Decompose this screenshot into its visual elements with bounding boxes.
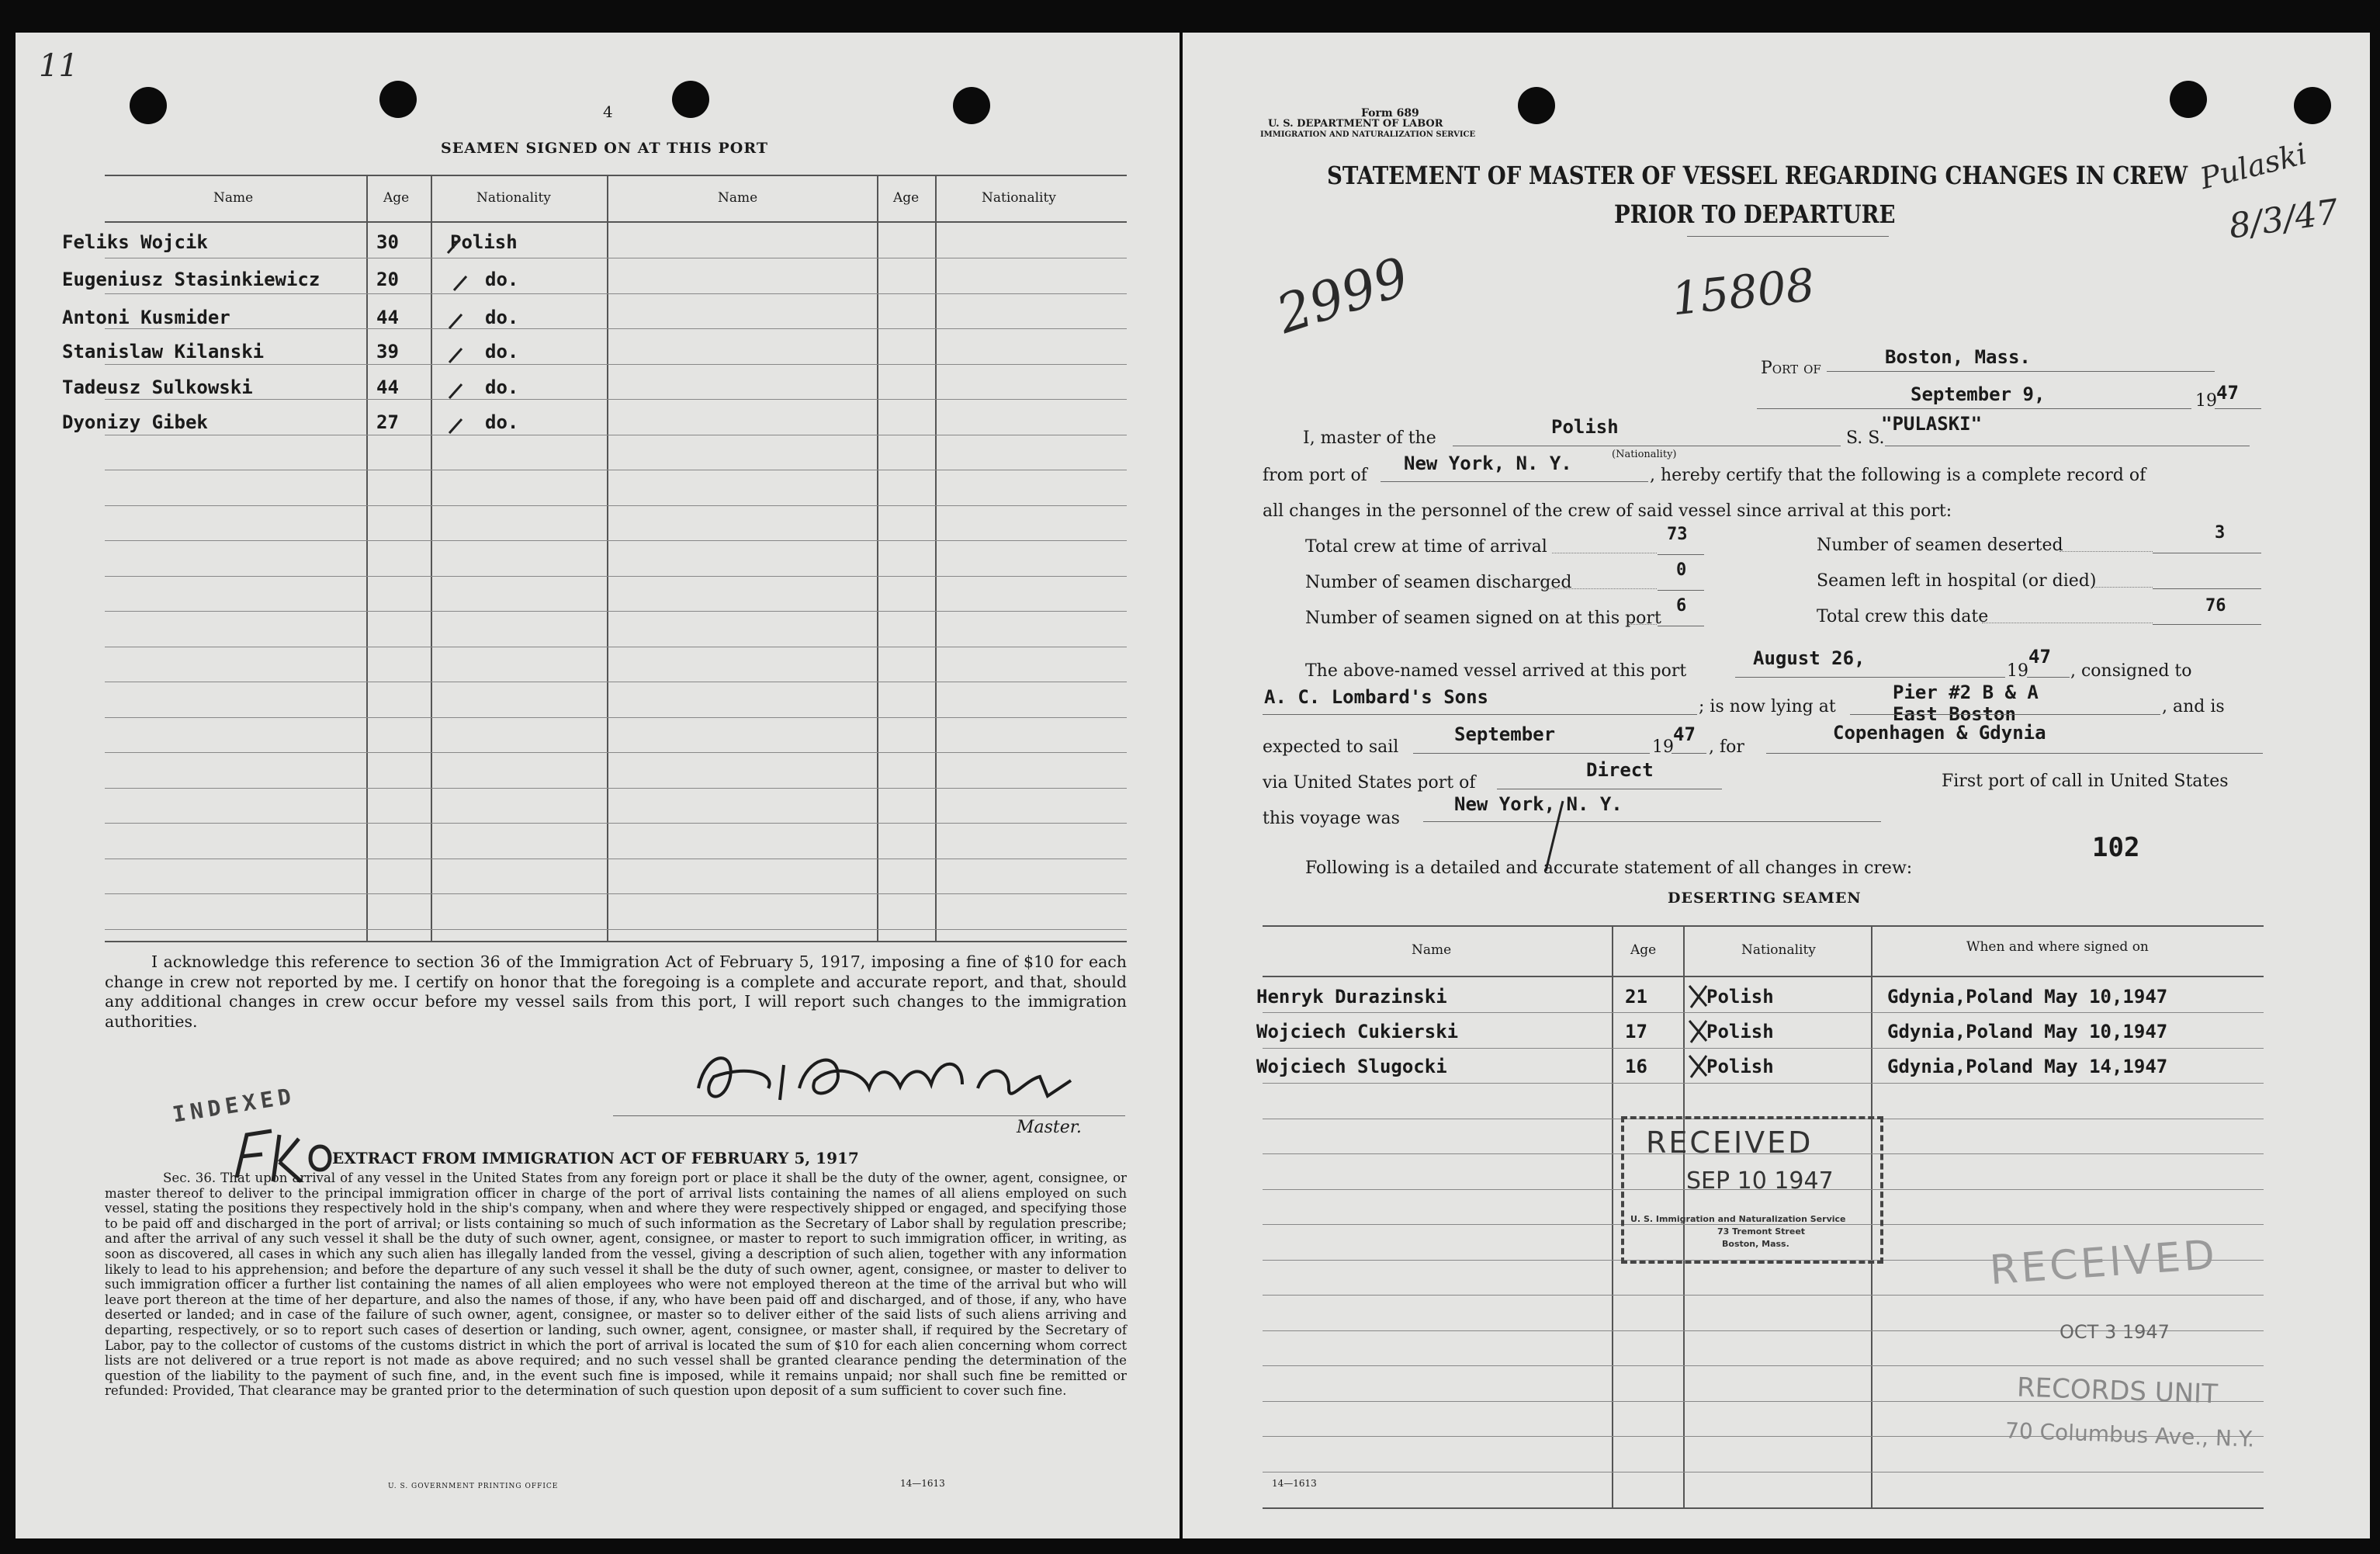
deserter-name: Henryk Durazinski [1256, 986, 1447, 1008]
stat-total-date-value: 76 [2205, 596, 2226, 616]
col-header-name: Name [718, 190, 758, 206]
stamp-address: 73 Tremont Street [1717, 1226, 1806, 1237]
stat-deserted-label: Number of seamen deserted [1817, 536, 2063, 555]
punch-hole [672, 81, 709, 118]
form-code: 14—1613 [1272, 1478, 1317, 1489]
form-title-line2: PRIOR TO DEPARTURE [1614, 199, 1896, 229]
handwritten-date: 8/3/47 [2226, 192, 2341, 247]
received-stamp-2-address: 70 Columbus Ave., N.Y. [2004, 1417, 2255, 1452]
deserter-when-where: Gdynia,Poland May 10,1947 [1887, 986, 2168, 1008]
col-header-age: Age [1630, 942, 1657, 958]
field-line [1413, 753, 1650, 754]
expected-value: September [1454, 723, 1556, 745]
seaman-nationality: do. [485, 376, 519, 398]
ruled-line [1263, 1365, 2264, 1366]
acknowledgment-text: I acknowledge this reference to section 36 of the Immigration Act of February 5, 1917, imposing a fine of $10 for each change in crew not reported by me. I certify on honor that the foregoing is a complete and accurate report, and that, should any additional changes in crew occur before my vessel sails from this port, I will report such changes to the immigration authorities. [105, 952, 1127, 1031]
nationality-value: Polish [1551, 416, 1619, 438]
field-line [2153, 588, 2261, 589]
ruled-line [105, 788, 1127, 789]
number-102: 102 [2092, 832, 2140, 863]
punch-hole [379, 81, 417, 118]
from-port-value: New York, N. Y. [1404, 453, 1572, 474]
field-line [1757, 408, 2191, 409]
ruled-line [105, 328, 1127, 329]
col-header-name: Name [213, 190, 254, 206]
seaman-nationality: do. [485, 411, 519, 433]
seaman-name: Tadeusz Sulkowski [62, 376, 253, 398]
ruled-line [105, 293, 1127, 294]
stat-signed-label: Number of seamen signed on at this port [1305, 609, 1661, 628]
ruled-line [105, 717, 1127, 718]
consigned-label: , consigned to [2070, 661, 2192, 681]
field-line [1263, 714, 1697, 715]
date-value: September 9, [1911, 383, 2046, 405]
seaman-name: Eugeniusz Stasinkiewicz [62, 269, 320, 290]
field-line [1658, 554, 1704, 555]
title-rule [1687, 236, 1889, 237]
seaman-name: Feliks Wojcik [62, 231, 208, 253]
deserting-title: DESERTING SEAMEN [1668, 890, 1862, 907]
field-line [1658, 590, 1704, 591]
extract-text: Sec. 36. That upon arrival of any vessel in the United States from any foreign port or place it shall be the duty of the owner, agent, consignee, or master thereof to deliver to the principal immigration officer in charge of the port of arrival lists containing the names of all aliens employed on such vessel, stating the positions they respectively hold in the ship's company, when and where they were respectively shipped or engaged, and specifying those to be paid off and discharged in the port of arrival; or lists containing so much of such information as the Secretary of Labor shall by regulation prescribe; and after the arrival of any such vessel it shall be the duty of such owner, agent, consignee, or master to report to such immigration officer, in writing, as soon as discovered, all cases in which any such alien has illegally landed from the vessel, giving a description of such alien, together with any information likely to lead to his apprehension; and before the departure of any such vessel it shall be the duty of such owner, agent, consignee, or master to deliver to such immigration officer a further list containing the names of all alien employees who were not employed thereon at the time of the arrival but who will leave port thereon at the time of her departure, and also the names of those, if any, who have been paid off and discharged, and of those, if any, who have deserted or landed; and in case of the failure of such owner, agent, consignee, or master so to deliver either of the said lists of such aliens arriving and departing, respectively, or so to report such cases of desertion or landing, such owner, agent, consignee, or master shall, if required by the Secretary of Labor, pay to the collector of customs of the customs district in which the port of arrival is located the sum of $10 for each alien concerning whom correct lists are not delivered or a true report is not made as above required; and no such vessel shall be granted clearance pending the determination of the question of the liability to the payment of such fine, and, in the event such fine is imposed, while it remains unpaid; nor shall such fine be remitted or refunded: Provided, That clearance may be granted prior to the determination of such question upon deposit of a sum sufficient to cover such fine. [105, 1171, 1127, 1399]
from-port-label: from port of [1263, 466, 1367, 485]
seaman-name: Antoni Kusmider [62, 307, 230, 328]
field-line [1735, 677, 2005, 678]
ruled-line [105, 540, 1127, 541]
deserter-nationality: Polish [1706, 1021, 1774, 1042]
indexed-stamp: INDEXED [171, 1082, 298, 1128]
deserter-nationality: Polish [1706, 1056, 1774, 1077]
check-marks [431, 227, 477, 460]
port-of-value: Boston, Mass. [1885, 346, 2031, 368]
via-value: Direct [1586, 759, 1654, 781]
form-code: 14—1613 [900, 1478, 945, 1489]
right-page [1183, 33, 2370, 1538]
ruled-line [105, 576, 1127, 577]
voyage-value: New York, N. Y. [1454, 793, 1623, 815]
year-prefix: 19 [1652, 737, 1674, 757]
stamp-title: RECEIVED [1646, 1126, 1814, 1160]
stamp-office: U. S. Immigration and Naturalization Service [1630, 1214, 1846, 1224]
master-signature [683, 1034, 1117, 1119]
stamp-date: SEP 10 1947 [1686, 1167, 1834, 1195]
stat-total-arrival-value: 73 [1667, 525, 1688, 544]
cross-marks [1683, 980, 1722, 1096]
ruled-line [105, 505, 1127, 506]
ruled-line [1263, 1048, 2264, 1049]
ruled-line [105, 929, 1127, 930]
seaman-age: 20 [376, 269, 399, 290]
signature-line [613, 1115, 1125, 1116]
for-value: Copenhagen & Gdynia [1833, 722, 2046, 744]
arrived-year: 47 [2028, 646, 2051, 668]
expected-label: expected to sail [1263, 737, 1399, 757]
seaman-nationality: do. [485, 307, 519, 328]
seaman-age: 27 [376, 411, 399, 433]
service-line: IMMIGRATION AND NATURALIZATION SERVICE [1260, 130, 1476, 139]
year-prefix: 19 [2007, 661, 2028, 681]
received-stamp [1621, 1116, 1883, 1264]
ruled-line [105, 399, 1127, 400]
via-label: via United States port of [1263, 773, 1476, 793]
form-title-line1: STATEMENT OF MASTER OF VESSEL REGARDING CHANGES IN CREW [1327, 161, 2188, 190]
received-stamp-2-unit: RECORDS UNIT [2016, 1372, 2219, 1410]
deserter-age: 16 [1625, 1056, 1647, 1077]
ruled-line [1263, 1012, 2264, 1013]
handwritten-number: 2999 [1270, 246, 1417, 346]
field-line [2153, 624, 2261, 625]
col-header-nationality: Nationality [982, 190, 1056, 206]
field-line [1672, 753, 1706, 754]
expected-year: 47 [1673, 723, 1696, 745]
arrived-value: August 26, [1753, 647, 1866, 669]
ruled-line [105, 823, 1127, 824]
ruled-line [105, 752, 1127, 753]
ruled-line [105, 893, 1127, 894]
lying-value: Pier #2 B & A [1893, 682, 2039, 703]
stat-discharged-label: Number of seamen discharged [1305, 573, 1572, 592]
col-header-nationality: Nationality [476, 190, 551, 206]
ruled-line [105, 611, 1127, 612]
seaman-age: 30 [376, 231, 399, 253]
master-of-label: I, master of the [1303, 428, 1436, 448]
section-title: SEAMEN SIGNED ON AT THIS PORT [441, 140, 768, 157]
ss-label: S. S. [1846, 428, 1885, 448]
left-page [16, 33, 1180, 1538]
stat-discharged-value: 0 [1676, 560, 1687, 580]
col-header-when-where: When and where signed on [1966, 939, 2149, 955]
received-stamp-2-title: RECEIVED [1988, 1231, 2219, 1295]
deserter-age: 21 [1625, 986, 1647, 1008]
seaman-age: 39 [376, 341, 399, 362]
department-line: U. S. DEPARTMENT OF LABOR [1268, 118, 1443, 130]
stat-total-arrival-label: Total crew at time of arrival [1305, 537, 1547, 557]
punch-hole [130, 87, 167, 124]
field-line [1827, 371, 2215, 372]
voyage-label: this voyage was [1263, 809, 1400, 828]
seaman-age: 44 [376, 307, 399, 328]
following-label: Following is a detailed and accurate statement of all changes in crew: [1305, 859, 1913, 878]
arrived-label: The above-named vessel arrived at this port [1305, 661, 1687, 681]
handwritten-ship-name: Pulaski [2196, 136, 2310, 196]
lying-label: ; is now lying at [1699, 697, 1836, 716]
deserter-name: Wojciech Slugocki [1256, 1056, 1447, 1077]
stamp-city: Boston, Mass. [1722, 1239, 1789, 1249]
and-is-label: , and is [2162, 697, 2225, 716]
year-prefix: 19 [2195, 391, 2217, 411]
col-header-age: Age [383, 190, 410, 206]
nationality-caption: (Nationality) [1612, 449, 1677, 460]
field-line [1850, 714, 2160, 715]
ss-value: "PULASKI" [1881, 413, 1983, 435]
ruled-line [105, 364, 1127, 365]
consignee-value: A. C. Lombard's Sons [1264, 686, 1488, 708]
for-label: , for [1709, 737, 1744, 757]
stat-signed-value: 6 [1676, 596, 1687, 616]
stat-total-date-label: Total crew this date [1817, 607, 1989, 626]
deserter-when-where: Gdynia,Poland May 10,1947 [1887, 1021, 2168, 1042]
seaman-nationality: do. [485, 341, 519, 362]
field-line [1423, 821, 1881, 822]
seaman-nationality: Polish [450, 231, 518, 253]
punch-hole [2170, 81, 2207, 118]
signature-text: E. Pawlowicz [683, 1034, 688, 1035]
stat-hospital-label: Seamen left in hospital (or died) [1817, 571, 2097, 591]
year-value: 47 [2216, 382, 2239, 404]
lying-value-2: East Boston [1893, 703, 2016, 725]
punch-hole [953, 87, 990, 124]
certify-text-continued: all changes in the personnel of the crew of said vessel since arrival at this port: [1263, 501, 1952, 521]
deserter-when-where: Gdynia,Poland May 14,1947 [1887, 1056, 2168, 1077]
punch-hole [1518, 87, 1555, 124]
deserter-age: 17 [1625, 1021, 1647, 1042]
form-number: Form 689 [1361, 107, 1419, 120]
seaman-name: Dyonizy Gibek [62, 411, 208, 433]
printer-imprint: U. S. GOVERNMENT PRINTING OFFICE [388, 1483, 559, 1490]
seaman-name: Stanislaw Kilanski [62, 341, 265, 362]
extract-title: EXTRACT FROM IMMIGRATION ACT OF FEBRUARY 5, 1917 [332, 1149, 859, 1167]
field-line [2215, 408, 2261, 409]
received-stamp-2-date: OCT 3 1947 [2060, 1321, 2170, 1343]
port-of-label: Port of [1761, 359, 1821, 378]
ruled-line [1263, 1295, 2264, 1296]
punch-hole [2294, 87, 2331, 124]
col-header-name: Name [1412, 942, 1452, 958]
field-line [1381, 481, 1648, 482]
handwritten-file-number: 15808 [1668, 258, 1817, 326]
page-number: 4 [603, 102, 613, 121]
first-port-label: First port of call in United States [1942, 772, 2229, 791]
field-line [2027, 677, 2070, 678]
corner-mark: 11 [39, 48, 78, 84]
master-label: Master. [1017, 1118, 1082, 1137]
seaman-age: 44 [376, 376, 399, 398]
ruled-line [1263, 1083, 2264, 1084]
stat-deserted-value: 3 [2215, 523, 2226, 543]
col-header-nationality: Nationality [1741, 942, 1816, 958]
col-header-age: Age [893, 190, 920, 206]
seaman-nationality: do. [485, 269, 519, 290]
deserter-nationality: Polish [1706, 986, 1774, 1008]
certify-text: , hereby certify that the following is a complete record of [1650, 466, 2146, 485]
deserter-name: Wojciech Cukierski [1256, 1021, 1459, 1042]
field-line [1766, 753, 2263, 754]
